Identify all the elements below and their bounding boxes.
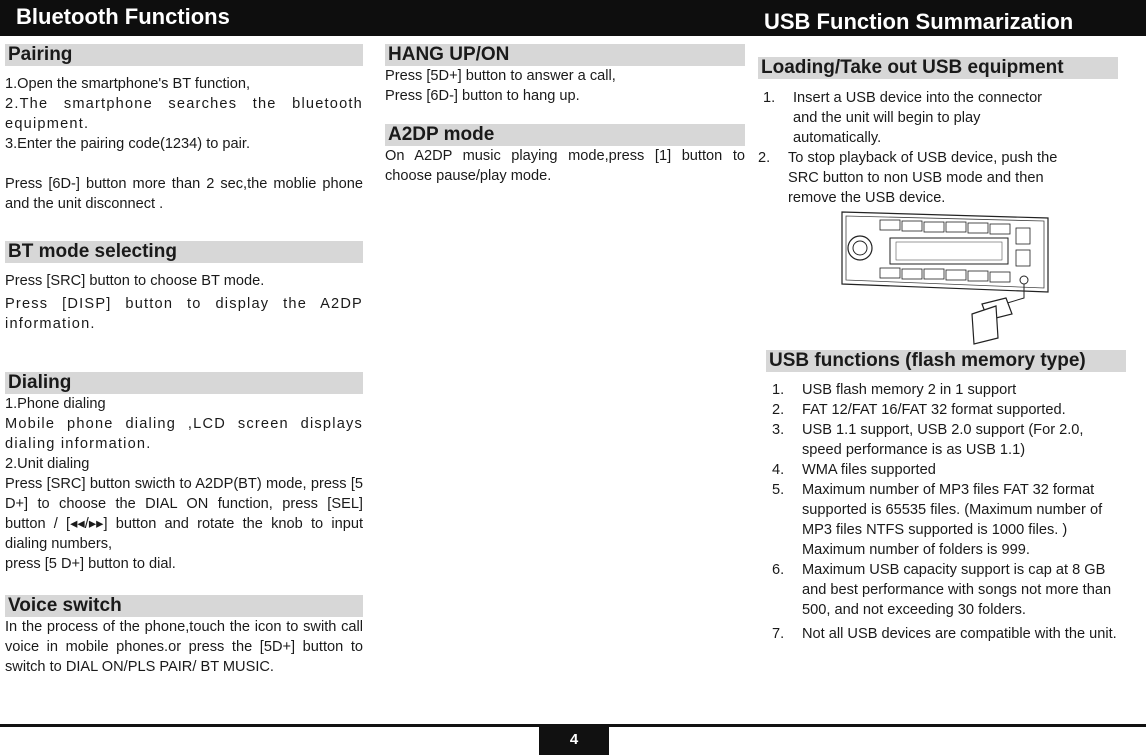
pairing-heading: Pairing [5, 44, 363, 66]
usb-function-text: Maximum number of MP3 files FAT 32 format supported is 65535 files. (Maximum number of MP3 files NTFS supported is 1000 files. ) Maximum number of folders is 999. [802, 482, 1103, 558]
bt-mode-line-1: Press [SRC] button to choose BT mode. [5, 273, 265, 289]
usb-function-text: Maximum USB capacity support is cap at 8 GB and best performance with songs not more than 500, and not exceeding 30 folders. [802, 562, 1112, 618]
usb-function-item [772, 560, 1127, 620]
bt-mode-heading: BT mode selecting [5, 241, 363, 263]
loading-heading: Loading/Take out USB equipment [758, 57, 1118, 79]
hangup-heading: HANG UP/ON [385, 44, 745, 66]
header-bar [0, 0, 1146, 36]
usb-function-text: WMA files supported [802, 462, 936, 478]
loading-item-num: 2. [758, 150, 771, 166]
loading-item [758, 148, 1058, 208]
unit-dialing-text-2: press [5 D+] button to dial. [5, 556, 176, 572]
unit-dialing-title: 2.Unit dialing [5, 456, 90, 472]
usb-function-text: Not all USB devices are compatible with the unit. [802, 626, 1117, 642]
a2dp-text: On A2DP music playing mode,press [1] button to choose pause/play mode. [385, 148, 745, 184]
usb-function-num: 2. [772, 402, 785, 418]
usb-function-num: 7. [772, 626, 785, 642]
usb-function-text: USB flash memory 2 in 1 support [802, 382, 1017, 398]
usb-function-item [772, 420, 1127, 460]
pairing-steps [5, 74, 363, 154]
usb-function-num: 5. [772, 482, 785, 498]
usb-function-item [772, 400, 1127, 420]
usb-functions-heading: USB functions (flash memory type) [766, 350, 1126, 372]
page-number: 4 [539, 724, 609, 755]
pairing-step-3: 3.Enter the pairing code(1234) to pair. [5, 136, 251, 152]
bluetooth-functions-title: Bluetooth Functions [16, 4, 230, 29]
usb-function-num: 6. [772, 562, 785, 578]
usb-function-text: FAT 12/FAT 16/FAT 32 format supported. [802, 402, 1066, 418]
car-stereo-usb-illustration [836, 206, 1052, 346]
loading-item-num: 1. [763, 90, 776, 106]
hangup-line-2: Press [6D-] button to hang up. [385, 88, 580, 104]
voice-switch-text: In the process of the phone,touch the icon to swith call voice in mobile phones.or press the [5D+] button to switch to DIAL ON/PLS PAIR/ BT MUSIC. [5, 619, 363, 675]
pairing-step-2: 2.The smartphone searches the bluetooth equipment. [5, 96, 363, 132]
usb-function-item [772, 624, 1127, 644]
column-bluetooth [5, 44, 363, 677]
usb-function-item [772, 480, 1127, 560]
phone-dialing-title: 1.Phone dialing [5, 396, 106, 412]
usb-function-text: USB 1.1 support, USB 2.0 support (For 2.0, speed performance is as USB 1.1) [802, 422, 1084, 458]
hangup-line-1: Press [5D+] button to answer a call, [385, 68, 616, 84]
usb-function-num: 3. [772, 422, 785, 438]
loading-list [758, 88, 1058, 208]
a2dp-heading: A2DP mode [385, 124, 745, 146]
phone-dialing-text: Mobile phone dialing ,LCD screen displays dialing information. [5, 416, 363, 452]
pairing-note: Press [6D-] button more than 2 sec,the moblie phone and the unit disconnect . [5, 176, 363, 212]
column-calls [385, 44, 745, 186]
unit-dialing-text: Press [SRC] button swicth to A2DP(BT) mode, press [5 D+] to choose the DIAL ON function, press [SEL] button / [◂◂/▸▸] button and rotate the knob to input dialing numbers, [5, 476, 363, 552]
usb-functions-list [772, 380, 1127, 644]
loading-item-text: Insert a USB device into the connector and the unit will begin to play automatically. [793, 90, 1043, 146]
dialing-heading: Dialing [5, 372, 363, 394]
usb-function-item [772, 460, 1127, 480]
column-usb-functions [766, 350, 1126, 644]
column-usb-loading [758, 57, 1118, 208]
loading-item [763, 88, 1058, 148]
usb-function-num: 4. [772, 462, 785, 478]
pairing-step-1: 1.Open the smartphone's BT function, [5, 76, 251, 92]
voice-switch-heading: Voice switch [5, 595, 363, 617]
usb-function-item [772, 380, 1127, 400]
dialing-body [5, 394, 363, 574]
loading-item-text: To stop playback of USB device, push the SRC button to non USB mode and then remove the USB device. [788, 150, 1058, 206]
usb-summary-title: USB Function Summarization [764, 9, 1074, 34]
bt-mode-line-2: Press [DISP] button to display the A2DP information. [5, 296, 363, 332]
usb-function-num: 1. [772, 382, 785, 398]
